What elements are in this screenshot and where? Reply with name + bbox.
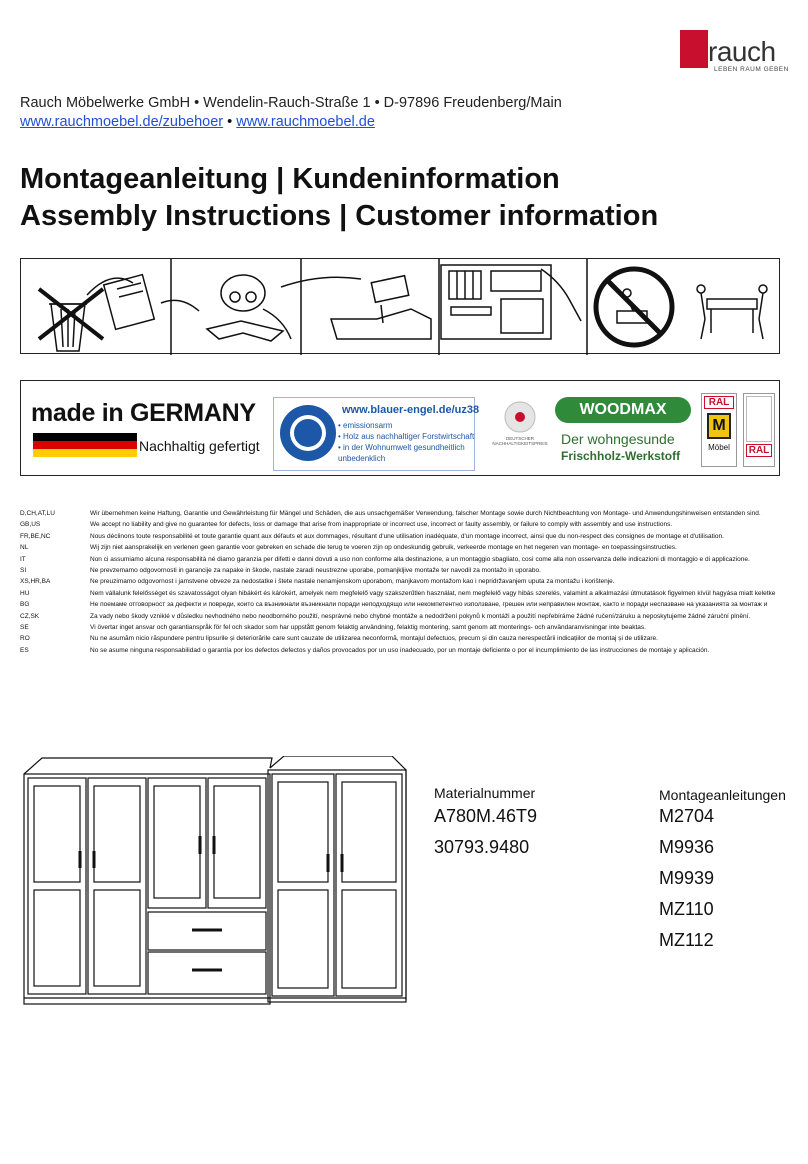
blauer-engel-url: www.blauer-engel.de/uz38 [342, 404, 480, 416]
disclaimer-country-code: NL [20, 544, 29, 552]
disclaimer-text: Vi övertar inget ansvar och garantianspråk för fel och skador som har uppstått genom felaktig användning, felaktig montering, samt genom att monterings- och användaranvisningar inte beaktas. [90, 624, 646, 632]
ral-certificate-mark: RAL [743, 393, 775, 467]
material-number: 30793.9480 [434, 837, 530, 857]
material-number: A780M.46T9 [434, 806, 538, 826]
disclaimer-row [20, 565, 790, 576]
two-person-carry-icon [697, 285, 767, 339]
page-title-en: Assembly Instructions | Customer information [20, 200, 659, 232]
disclaimer-text: Ne prevzemamo odgovornosti in garancije za napake in škode, nastale zaradi neustrezne uporabe, pomanjkljive montaže ter navodil za montažo in uporabo. [90, 567, 541, 575]
disclaimer-row [20, 531, 790, 542]
disclaimer-row [20, 599, 790, 610]
booklet-icon [104, 275, 155, 330]
assembly-code: M9936 [659, 837, 715, 857]
material-number-heading: Materialnummer [434, 785, 536, 801]
wardrobe-drawing [22, 756, 412, 1014]
woodmax-line2: Frischholz-Werkstoff [561, 449, 681, 463]
disclaimer-text: Za vady nebo škody vzniklé v důsledku nevhodného nebo neodborného použití, nesprávné nebo chybné montáže a nedodržení pokynů k montáži a použití nepřebíráme žádné ručení/záruku a neposkytujeme žádné záruční plnění. [90, 612, 751, 620]
disclaimer-text: Nu ne asumăm niciо răspundere pentru lipsurile și deteriorările care sunt cauzate de utilizarea neconformă, montajul defectuos, precum și din cauza nerespectării indicațiilor de montaj și de utilizare. [90, 635, 658, 643]
disclaimer-country-code: FR,BE,NC [20, 532, 51, 540]
header-links [20, 114, 375, 130]
blauer-engel-badge [273, 397, 480, 471]
arrow-icon [281, 277, 361, 287]
disclaimer-country-code: RO [20, 635, 30, 643]
disclaimer-row [20, 645, 790, 656]
disclaimer-country-code: XS,HR,BA [20, 578, 51, 586]
assembly-code: MZ110 [659, 899, 714, 919]
accessories-link[interactable]: www.rauchmoebel.de/zubehoer [20, 114, 224, 130]
woodmax-line1: Der wohngesunde [561, 431, 675, 447]
reading-person-icon [207, 275, 291, 341]
woodmax-badge [555, 395, 695, 471]
logo-tagline: LEBEN RAUM GEBEN [714, 66, 789, 73]
disclaimer-text: We accept no liability and give no guarantee for defects, loss or damage that arise from inappropriate or incorrect use, incorrect or faulty assembly, or failure to comply with assembly and use instructions. [90, 521, 673, 529]
ral-quality-mark: RAL M Möbel [701, 393, 737, 467]
disclaimer-row [20, 611, 790, 622]
disclaimer-country-code: SI [20, 567, 27, 575]
blauer-engel-icon [278, 400, 338, 466]
logo-mark [680, 30, 708, 68]
woodmax-logo: WOODMAX [555, 397, 691, 423]
assembly-code: M2704 [659, 806, 715, 826]
page-title-de: Montageanleitung | Kundeninformation [20, 163, 560, 195]
trash-bin-crossed-icon [39, 289, 103, 351]
award-icon [500, 399, 540, 435]
disclaimer-text: Wir übernehmen keine Haftung, Garantie und Gewährleistung für Mängel und Schäden, die aus unsachgemäßer Verwendung, falscher Montage sowie durch Nichtbeachtung von Montage- und Anwendungshinweisen entstanden sind. [90, 510, 761, 517]
assembly-code: M9939 [659, 868, 715, 888]
arrow-icon [161, 300, 199, 311]
instruction-sheet-icon [441, 265, 581, 339]
disclaimer-country-code: ES [20, 646, 29, 654]
disclaimer-row [20, 542, 790, 553]
disclaimer-country-code: GB,US [20, 521, 41, 529]
certification-panel [20, 380, 780, 476]
disclaimer-country-code: HU [20, 589, 30, 597]
disclaimer-country-code: D,CH,AT,LU [20, 510, 55, 517]
company-address: Rauch Möbelwerke GmbH • Wendelin-Rauch-Straße 1 • D-97896 Freudenberg/Main [20, 95, 562, 111]
made-in-germany-label: made in GERMANY [31, 399, 256, 427]
no-dragging-sign-icon [596, 269, 672, 345]
disclaimer-country-code: CZ,SK [20, 612, 40, 620]
rauch-logo [676, 28, 788, 78]
disclaimer-text: No se asume ninguna responsabilidad o garantía por los defectos defectos y daños provocados por un uso inadecuado, por un montaje deficiente o por el incumplimiento de las instrucciones de montaje y aplicación. [90, 646, 710, 654]
disclaimer-row [20, 508, 790, 519]
logo-wordmark: rauch [708, 36, 776, 67]
disclaimer-row [20, 576, 790, 587]
sustainability-award-badge: DEUTSCHER NACHHALTIGKEITSPREIS [485, 399, 555, 463]
disclaimer-text: Non ci assumiamo alcuna responsabilità né diamo garanzia per difetti e danni dovuti a uso non conforme alla destinazione, a un montaggio sbagliato, così come alla non osservanza delle indicazioni di montaggio e di applicazione. [90, 555, 750, 563]
disclaimer-row [20, 554, 790, 565]
sustainable-label: Nachhaltig gefertigt [139, 438, 260, 454]
link-separator: • [223, 114, 237, 130]
disclaimer-text: Не поемаме отговорност за дефекти и повреди, които са възникнали възникнали поради неподходящо или некомпетентно използване, грешен или неправилен монтаж, както и поради неспазване на указанията за монтаж и [90, 601, 768, 609]
disclaimer-country-code: BG [20, 601, 30, 609]
disclaimer-row [20, 519, 790, 530]
blauer-engel-items: • emissionsarm • Holz aus nachhaltiger Forstwirtschaft • in der Wohnumwelt gesundheitlich unbedenklich [338, 421, 475, 463]
german-flag-icon [33, 433, 137, 457]
liability-disclaimers [20, 508, 790, 656]
assembly-instructions-heading: Montageanleitungen [659, 787, 786, 803]
disclaimer-text: Nem vállalunk felelősséget és szavatosságot olyan hibákért és károkért, amelyek nem megfelelő vagy szakszerűtlen használat, nem megfelelő vagy hibás szerelés, valamint a alkalmazási útmutatások figyelmen kívül hagyása miatt keletke [90, 589, 776, 597]
disclaimer-row [20, 633, 790, 644]
instruction-pictogram-strip [20, 258, 780, 354]
disclaimer-country-code: SE [20, 624, 29, 632]
disclaimer-text: Wij zijn niet aansprakelijk en verlenen geen garantie voor gebreken en schade die terug te voeren zijn op ondeskundig gebruik, verkeerde montage en het negeren van montage- en toepassingsinstructies. [90, 544, 677, 552]
disclaimer-row [20, 588, 790, 599]
disclaimer-country-code: IT [20, 555, 26, 563]
website-link[interactable]: www.rauchmoebel.de [236, 114, 375, 130]
assembly-code: MZ112 [659, 930, 714, 950]
disclaimer-text: Ne preuzimamo odgovornost i jamstvene obveze za nedostatke i štete nastale nenamjenskom uporabom, manjkavom montažom kao i nepridržavanjem uputa za montažu i korištenje. [90, 578, 615, 586]
disclaimer-text: Nous déclinons toute responsabilité et toute garantie quant aux défauts et aux dommages, résultant d'une utilisation inadéquate, d'un montage incorrect, ainsi que du non-respect des consignes de montage et d'utilisation. [90, 532, 724, 540]
disclaimer-row [20, 622, 790, 633]
archive-folder-icon [331, 276, 431, 339]
